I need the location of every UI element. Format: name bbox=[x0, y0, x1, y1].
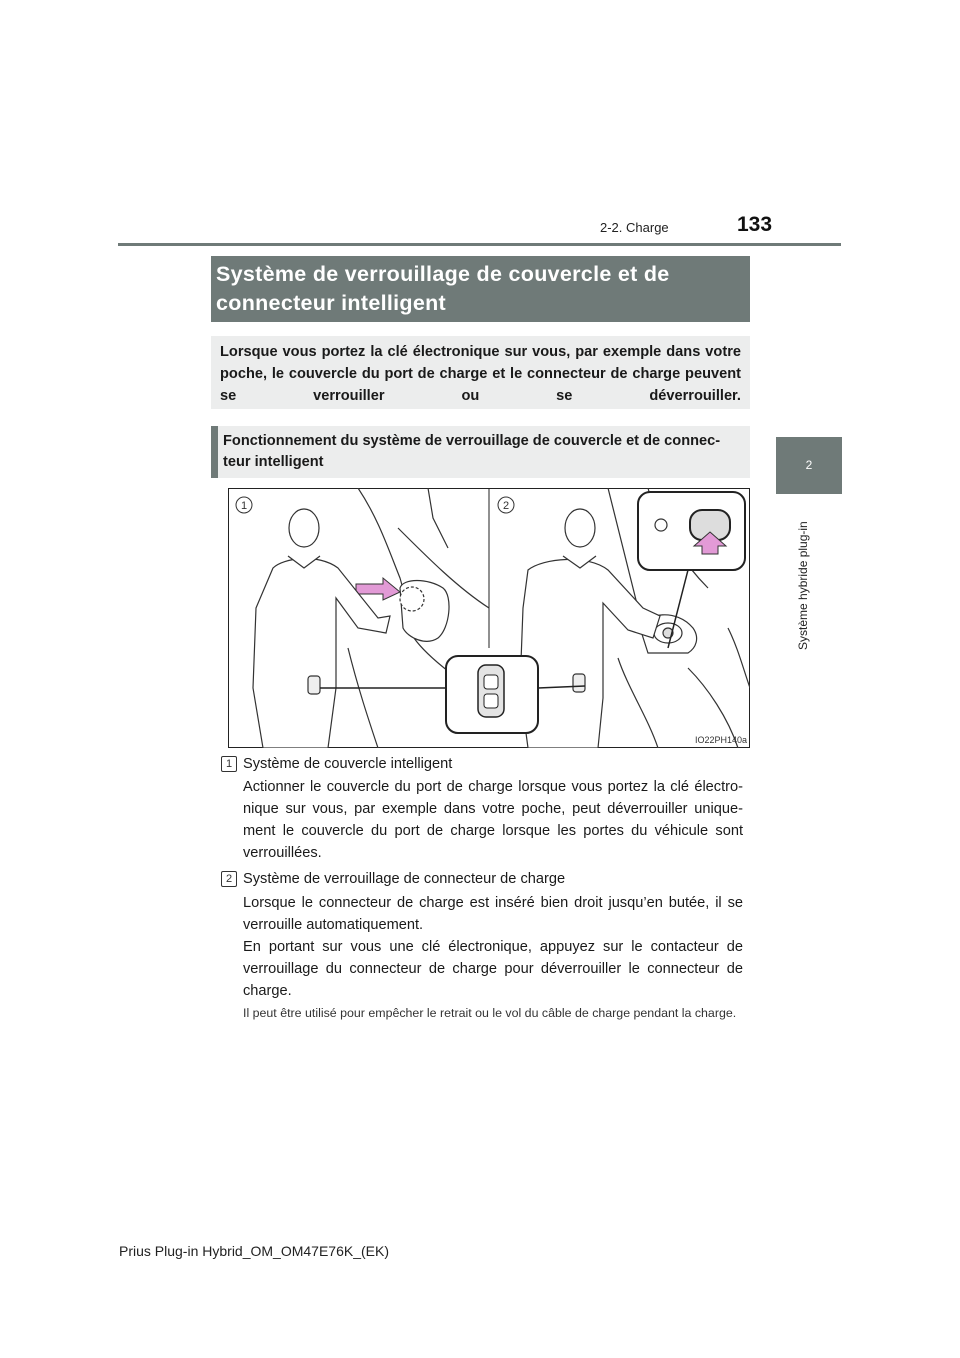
header-divider bbox=[118, 243, 841, 246]
item-text: Actionner le couvercle du port de charge lorsque vous portez la clé électro-nique sur vous, par exemple dans votre poche, peut déverrouiller unique-ment le couvercle du port de charge lorsque les portes du véhicule sont verrouillées. bbox=[243, 779, 743, 861]
item-text bbox=[243, 892, 743, 1002]
item-text-paragraph: Lorsque le connecteur de charge est inséré bien droit jusqu’en butée, il se verrouille automatiquement. bbox=[243, 895, 743, 933]
svg-text:1: 1 bbox=[240, 500, 248, 512]
note-text: Il peut être utilisé pour empêcher le retrait ou le vol du câble de charge pendant la charge. bbox=[243, 1006, 737, 1020]
page-number: 133 bbox=[737, 213, 773, 236]
subheading-accent-bar bbox=[211, 426, 218, 478]
figure-badge-1 bbox=[236, 497, 252, 513]
figure-badge-2 bbox=[498, 497, 514, 513]
charge-port-lid-left bbox=[400, 581, 449, 642]
item-title: Système de verrouillage de connecteur de charge bbox=[243, 871, 566, 887]
illustration bbox=[228, 488, 750, 748]
item-badge: 1 bbox=[221, 756, 237, 772]
item-text-paragraph: En portant sur vous une clé électronique, appuyez sur le contacteur de verrouillage du connecteur de charge pour déverrouiller le connecteur de charge. bbox=[243, 939, 743, 999]
page-title: Système de verrouillage de couvercle et de connecteur intelligent bbox=[216, 262, 670, 315]
figure-code: IO22PH140a bbox=[694, 735, 747, 745]
intro-text: Lorsque vous portez la clé électronique sur vous, par exemple dans votre poche, le couvercle du port de charge et le connecteur de charge peuvent se verrouiller ou se déverrouiller. bbox=[220, 344, 741, 404]
chapter-side-label-text: Système hybride plug-in bbox=[796, 521, 810, 650]
section-label: 2-2. Charge bbox=[600, 220, 669, 235]
footer-text: Prius Plug-in Hybrid_OM_OM47E76K_(EK) bbox=[119, 1243, 389, 1259]
subheading: Fonctionnement du système de verrouillage de couvercle et de connec-teur intelligent bbox=[223, 433, 721, 470]
item-title: Système de couvercle intelligent bbox=[243, 756, 453, 772]
svg-text:2: 2 bbox=[502, 500, 510, 512]
chapter-side-label bbox=[793, 500, 813, 650]
item-badge: 2 bbox=[221, 871, 237, 887]
chapter-tab-number: 2 bbox=[805, 458, 813, 472]
